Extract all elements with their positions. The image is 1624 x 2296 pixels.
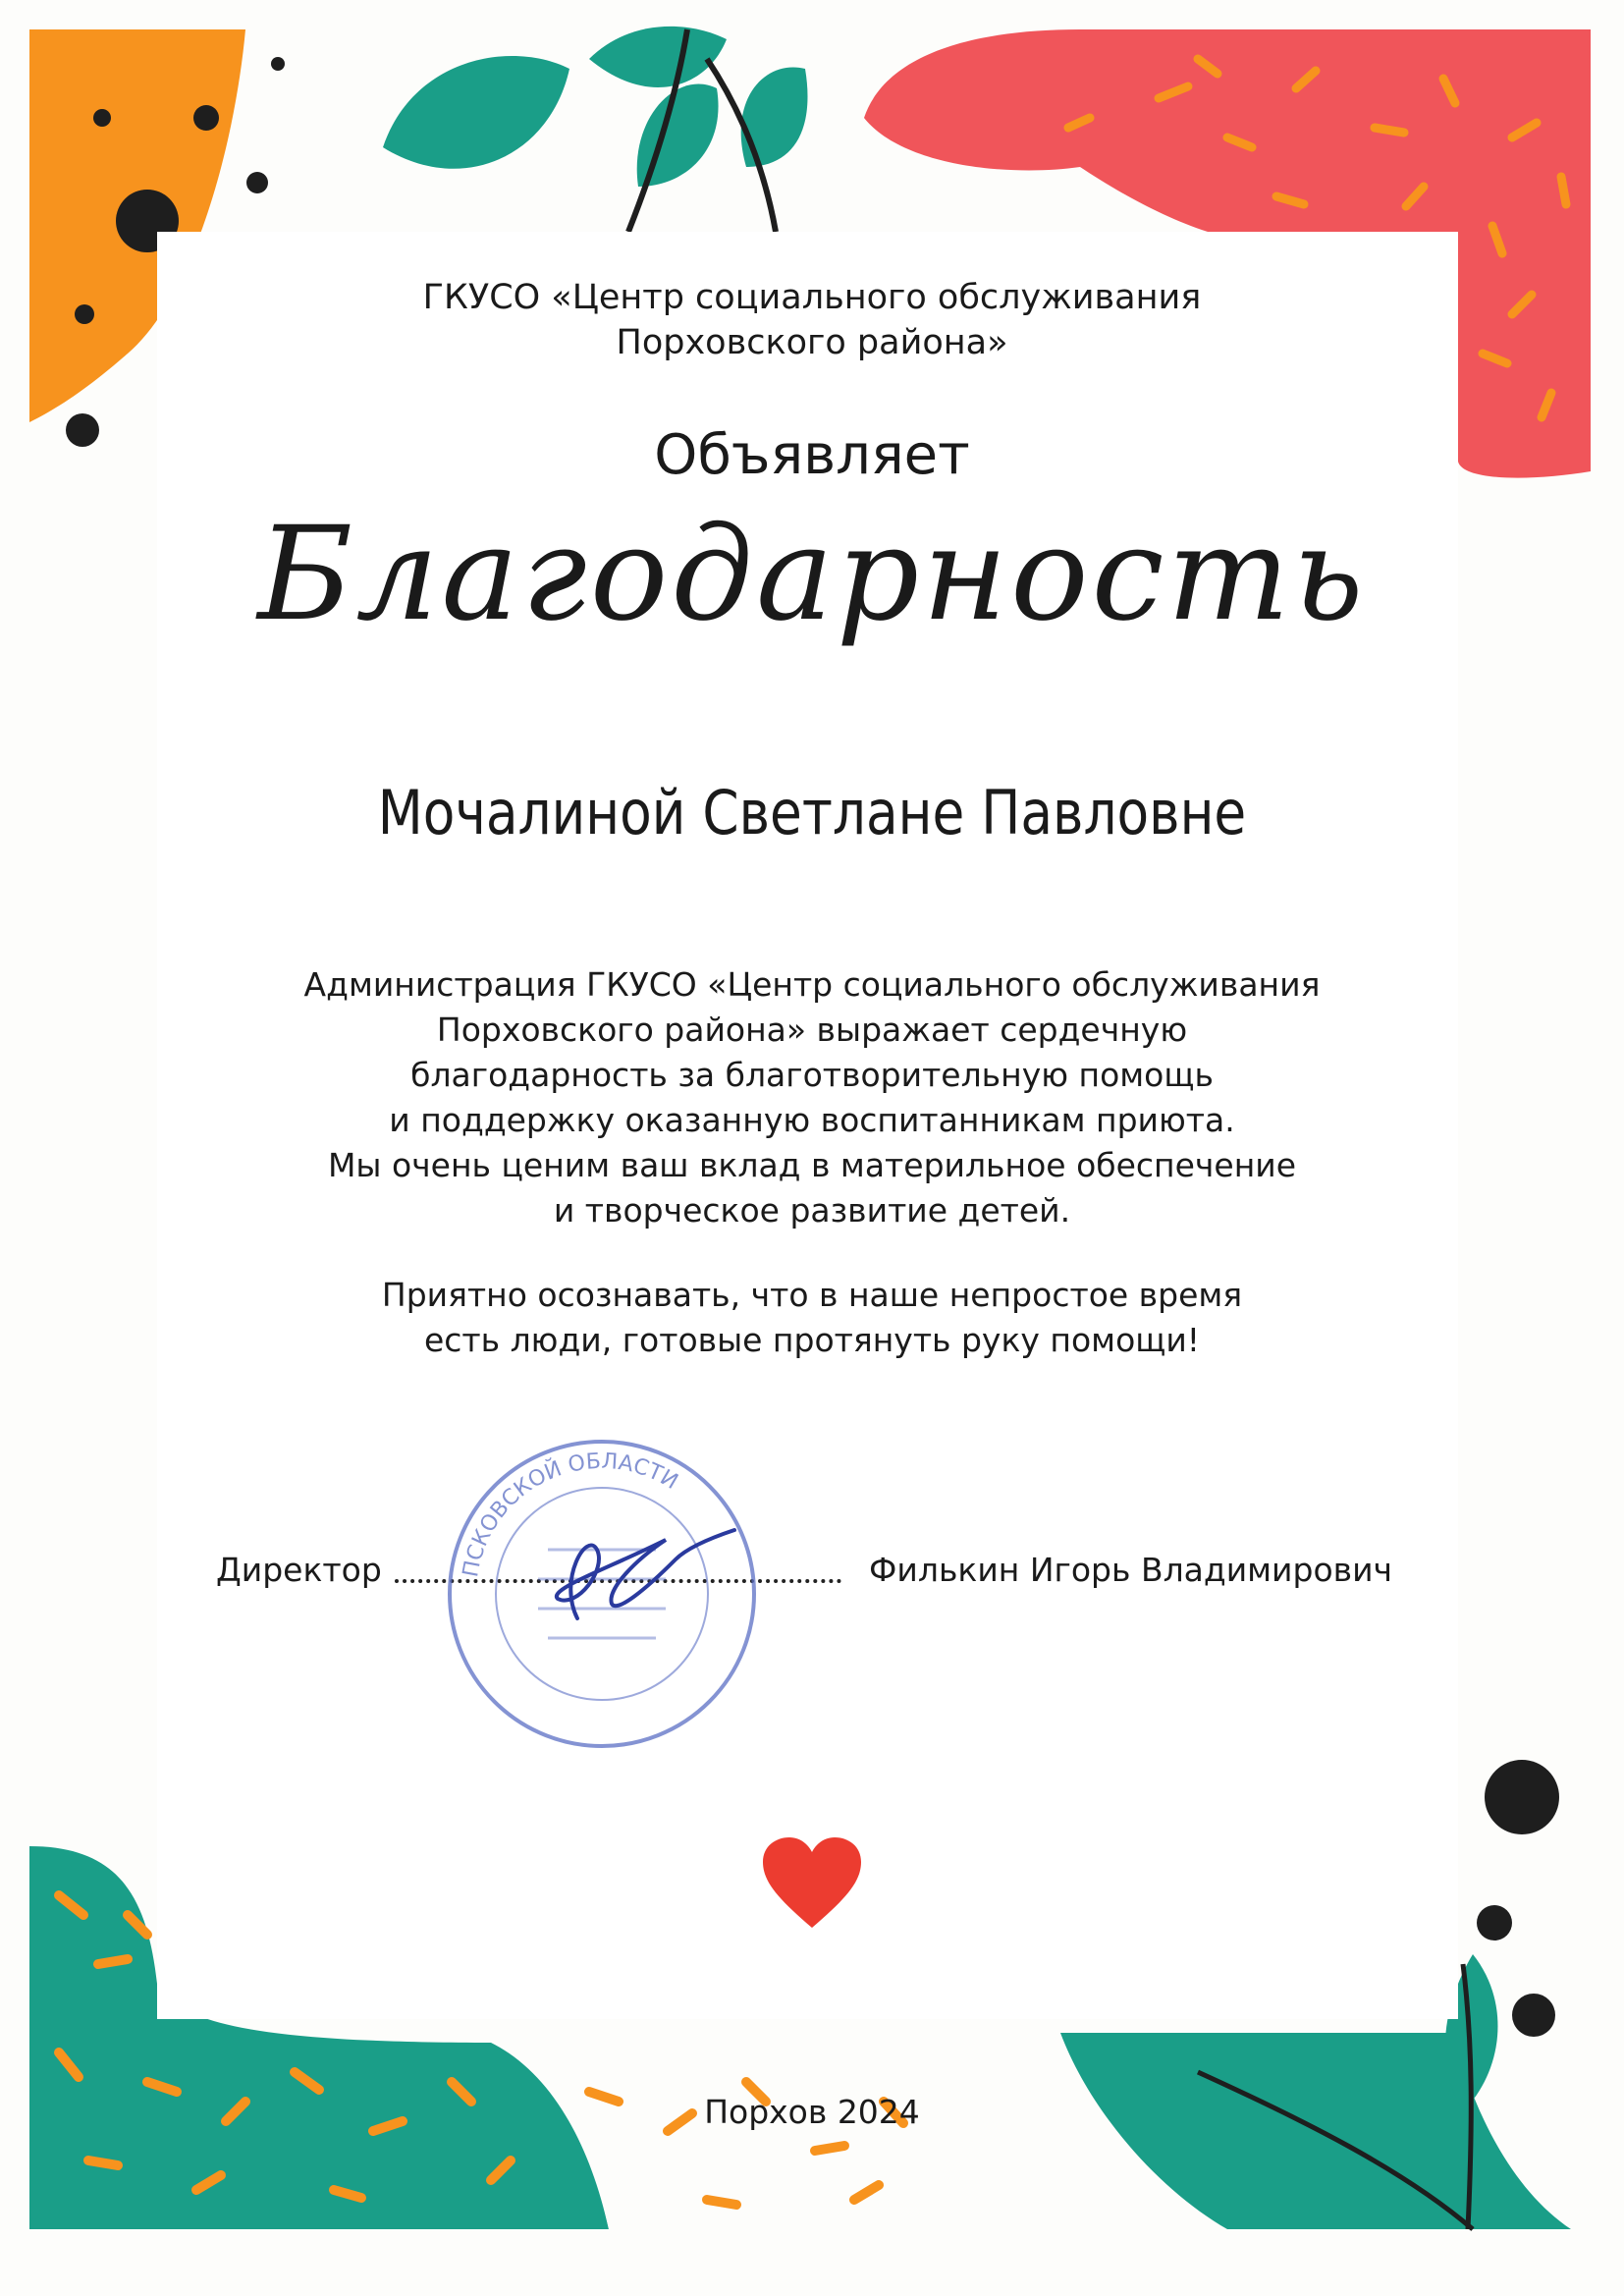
text-line: Мы очень ценим ваш вклад в материльное обеспечение	[327, 1146, 1297, 1184]
organization-name	[0, 275, 1624, 365]
text-line: благодарность за благотворительную помощь	[410, 1056, 1214, 1094]
text-line: и творческое развитие детей.	[553, 1191, 1071, 1230]
dot	[1477, 1905, 1512, 1941]
svg-text:ПСКОВСКОЙ ОБЛАСТИ	[459, 1449, 681, 1579]
announces-heading: Объявляет	[654, 423, 970, 487]
text-line: Приятно осознавать, что в наше непростое время	[381, 1276, 1243, 1314]
text-line: Порховского района» выражает сердечную	[436, 1011, 1188, 1049]
stamp-text: ПСКОВСКОЙ ОБЛАСТИ	[459, 1449, 682, 1580]
footer-place-year: Порхов 2024	[704, 2093, 920, 2131]
organization-line: ГКУСО «Центр социального обслуживания	[422, 278, 1202, 317]
heart-icon	[758, 1834, 866, 1933]
signer-position: Директор	[216, 1551, 382, 1589]
dot	[246, 172, 268, 193]
text-line: есть люди, готовые протянуть руку помощи!	[423, 1321, 1201, 1359]
signature-row	[0, 1546, 1624, 1595]
teal-leaves-top	[383, 27, 808, 187]
signer-name: Филькин Игорь Владимирович	[869, 1551, 1393, 1589]
text-line: Администрация ГКУСО «Центр социального обслуживания	[303, 965, 1321, 1004]
dot	[271, 57, 285, 71]
organization-line: Порховского района»	[616, 323, 1008, 362]
certificate-title: Благодарность	[257, 499, 1367, 650]
dot	[1512, 1994, 1555, 2037]
dot	[93, 109, 111, 127]
text-line: и поддержку оказанную воспитанникам приюта.	[389, 1101, 1235, 1139]
closing-text	[0, 1273, 1624, 1363]
gratitude-text	[0, 962, 1624, 1233]
dot	[1485, 1760, 1559, 1834]
official-stamp	[440, 1432, 764, 1756]
recipient-name: Мочалиной Светлане Павловне	[377, 777, 1247, 848]
dot	[193, 105, 219, 131]
